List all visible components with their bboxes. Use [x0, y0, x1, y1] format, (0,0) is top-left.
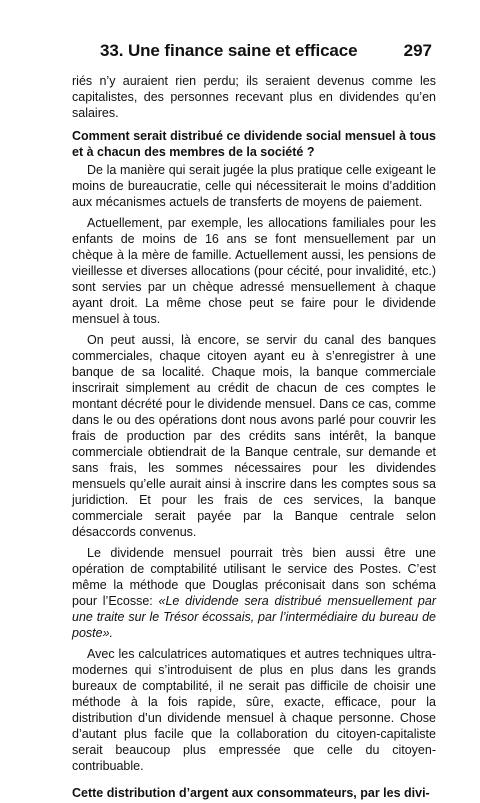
- page-number: 297: [403, 41, 432, 60]
- paragraph-with-quote: [72, 545, 436, 641]
- section-question-heading: Comment serait distribué ce dividende social mensuel à tous et à chacun des membres de la société ?: [72, 129, 436, 159]
- paragraph: On peut aussi, là encore, se servir du canal des banques commerciales, chaque citoyen ayant eu à s’enregistrer à une banque de sa localité. Chaque mois, la banque commerciale inscrirait simplement au crédit de chacun de ces comptes le montant décrété pour le dividende mensuel. Dans ce cas, comme dans le ou des opérations dont nous avons parlé pour couvrir les frais de production par des crédits sans intérêt, la banque commerciale obtiendrait de la Banque centrale, sur demande et sans frais, les sommes nécessaires pour les dividendes mensuels qu’elle aurait ainsi à inscrire dans les comptes sous sa juridiction. Et pour les frais de ces services, la banque commerciale serait payée par la Banque centrale selon désaccords convenus.: [72, 333, 436, 539]
- paragraph: Actuellement, par exemple, les allocations familiales pour les enfants de moins de 16 ans se font mensuellement par un chèque à la mère de famille. Actuellement aussi, les pensions de vieillesse et diverses allocations (pour cécité, pour invalidité, etc.) sont servies par un chèque adressé mensuellement à chaque ayant droit. La même chose peut se faire pour le dividende mensuel à tous.: [72, 216, 436, 326]
- paragraph: De la manière qui serait jugée la plus pratique celle exigeant le moins de bureaucratie, celle qui nécessiterait le moins d’addition aux mécanismes actuels de transferts de moyens de paiement.: [72, 163, 436, 209]
- chapter-title: 33. Une finance saine et efficace: [100, 41, 358, 60]
- paragraph-continued: riés n’y auraient rien perdu; ils seraient devenus comme les capitalistes, des personnes recevant plus en dividendes qu’en salaires.: [72, 74, 436, 120]
- paragraph: Avec les calculatrices automatiques et autres techniques ultra-modernes qui s’introduisent de plus en plus dans les grands bureaux de comptabilité, il ne serait pas difficile de choisir une méthode à la fois rapide, sûre, exacte, efficace, pour la distribution d’un dividende mensuel à chaque personne. Chose d’autant plus facile que la collaboration du citoyen-capitaliste serait beaucoup plus empressée que celle du citoyen-contribuable.: [72, 647, 436, 773]
- quotation: «Le dividende sera distribué mensuellement par une traite sur le Trésor écossais, par l’intermédiaire du bureau de poste».: [72, 594, 437, 640]
- section-heading-continued: Cette distribution d’argent aux consommateurs, par les divi-: [72, 786, 430, 800]
- body-text: [72, 73, 436, 803]
- paragraph-text: Le dividende mensuel pourrait très bien aussi être une opération de comptabilité utilisant le service des Postes. C’est même la méthode que Douglas préconisait dans son schéma pour l’Ecosse:: [72, 546, 436, 608]
- running-header: [72, 41, 432, 63]
